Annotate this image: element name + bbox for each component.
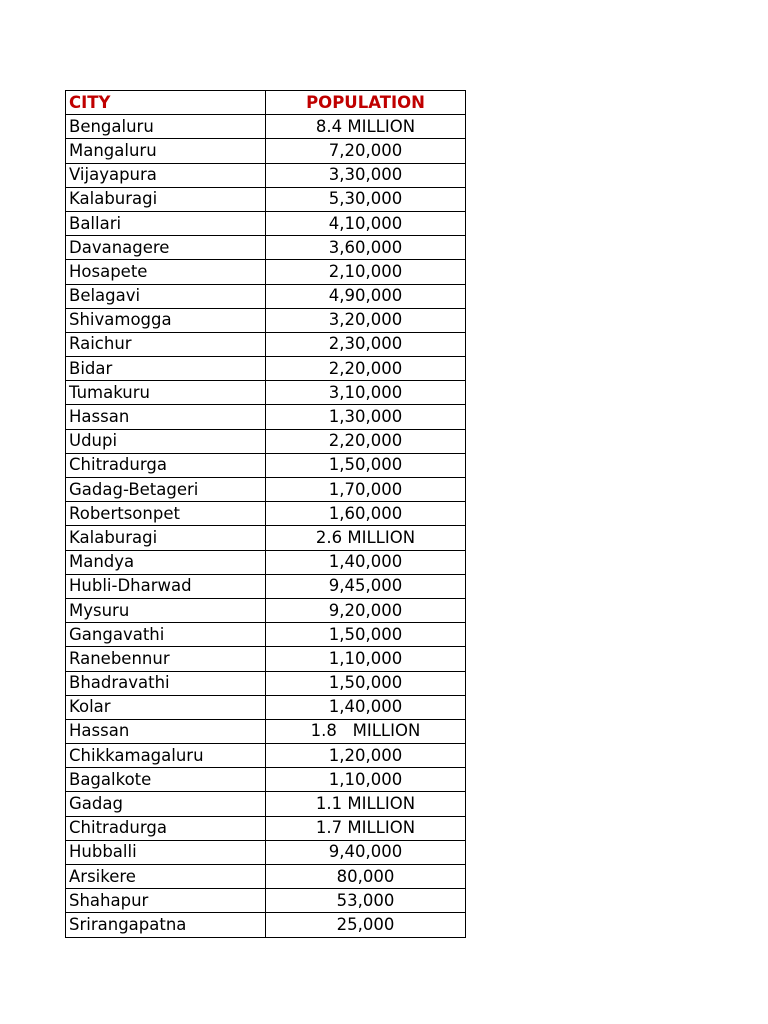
table-row: [66, 671, 466, 695]
table-row: [66, 115, 466, 139]
population-cell: 1,30,000: [266, 405, 466, 429]
city-cell: Tumakuru: [66, 381, 266, 405]
population-cell: 4,10,000: [266, 211, 466, 235]
city-cell: Bengaluru: [66, 115, 266, 139]
city-cell: Hubli-Dharwad: [66, 574, 266, 598]
city-cell: Shivamogga: [66, 308, 266, 332]
population-cell: 1,60,000: [266, 502, 466, 526]
population-cell: 1,40,000: [266, 695, 466, 719]
population-table: [65, 90, 466, 938]
population-cell: 1,70,000: [266, 478, 466, 502]
table-row: [66, 550, 466, 574]
city-cell: Bhadravathi: [66, 671, 266, 695]
city-cell: Shahapur: [66, 889, 266, 913]
population-column-header: POPULATION: [266, 91, 466, 115]
table-row: [66, 187, 466, 211]
table-row: [66, 623, 466, 647]
table-row: [66, 913, 466, 937]
table-row: [66, 502, 466, 526]
city-cell: Mysuru: [66, 598, 266, 622]
table-row: [66, 598, 466, 622]
table-row: [66, 163, 466, 187]
city-cell: Gadag: [66, 792, 266, 816]
table-body: [66, 115, 466, 937]
population-cell: 4,90,000: [266, 284, 466, 308]
city-column-header: CITY: [66, 91, 266, 115]
header-row: [66, 91, 466, 115]
city-cell: Robertsonpet: [66, 502, 266, 526]
population-cell: 53,000: [266, 889, 466, 913]
table-row: [66, 574, 466, 598]
table-row: [66, 744, 466, 768]
city-cell: Ballari: [66, 211, 266, 235]
population-cell: 1,50,000: [266, 623, 466, 647]
city-cell: Arsikere: [66, 865, 266, 889]
table-row: [66, 889, 466, 913]
population-cell: 3,20,000: [266, 308, 466, 332]
table-row: [66, 236, 466, 260]
population-cell: 2,20,000: [266, 357, 466, 381]
table-row: [66, 139, 466, 163]
table-row: [66, 308, 466, 332]
table-row: [66, 284, 466, 308]
city-cell: Kalaburagi: [66, 187, 266, 211]
table-row: [66, 357, 466, 381]
city-cell: Hassan: [66, 719, 266, 743]
population-cell: 1.7 MILLION: [266, 816, 466, 840]
population-cell: 2,30,000: [266, 332, 466, 356]
city-cell: Kalaburagi: [66, 526, 266, 550]
city-cell: Davanagere: [66, 236, 266, 260]
table-row: [66, 453, 466, 477]
table-row: [66, 719, 466, 743]
table-row: [66, 260, 466, 284]
table-row: [66, 695, 466, 719]
city-cell: Ranebennur: [66, 647, 266, 671]
population-cell: 9,20,000: [266, 598, 466, 622]
city-cell: Bidar: [66, 357, 266, 381]
city-cell: Chitradurga: [66, 453, 266, 477]
table-row: [66, 211, 466, 235]
city-cell: Gadag-Betageri: [66, 478, 266, 502]
table-row: [66, 768, 466, 792]
city-cell: Mangaluru: [66, 139, 266, 163]
city-cell: Raichur: [66, 332, 266, 356]
population-cell: 1,10,000: [266, 647, 466, 671]
population-cell: 1.1 MILLION: [266, 792, 466, 816]
table-row: [66, 526, 466, 550]
population-cell: 1,10,000: [266, 768, 466, 792]
population-cell: 1.8 MILLION: [266, 719, 466, 743]
city-cell: Mandya: [66, 550, 266, 574]
population-cell: 1,40,000: [266, 550, 466, 574]
city-cell: Hubballi: [66, 840, 266, 864]
city-cell: Bagalkote: [66, 768, 266, 792]
city-cell: Hosapete: [66, 260, 266, 284]
table-row: [66, 429, 466, 453]
city-cell: Chikkamagaluru: [66, 744, 266, 768]
population-cell: 9,45,000: [266, 574, 466, 598]
population-cell: 3,30,000: [266, 163, 466, 187]
table-row: [66, 332, 466, 356]
city-cell: Srirangapatna: [66, 913, 266, 937]
population-cell: 25,000: [266, 913, 466, 937]
table-row: [66, 792, 466, 816]
city-cell: Gangavathi: [66, 623, 266, 647]
population-cell: 9,40,000: [266, 840, 466, 864]
city-cell: Kolar: [66, 695, 266, 719]
population-cell: 7,20,000: [266, 139, 466, 163]
city-cell: Chitradurga: [66, 816, 266, 840]
city-cell: Hassan: [66, 405, 266, 429]
table-row: [66, 816, 466, 840]
table-row: [66, 478, 466, 502]
table-row: [66, 647, 466, 671]
table-row: [66, 840, 466, 864]
population-cell: 8.4 MILLION: [266, 115, 466, 139]
table-row: [66, 405, 466, 429]
population-cell: 1,50,000: [266, 671, 466, 695]
population-cell: 1,20,000: [266, 744, 466, 768]
population-cell: 2.6 MILLION: [266, 526, 466, 550]
population-cell: 2,20,000: [266, 429, 466, 453]
city-cell: Belagavi: [66, 284, 266, 308]
table-row: [66, 381, 466, 405]
population-cell: 1,50,000: [266, 453, 466, 477]
table-row: [66, 865, 466, 889]
population-cell: 3,60,000: [266, 236, 466, 260]
population-cell: 5,30,000: [266, 187, 466, 211]
population-cell: 3,10,000: [266, 381, 466, 405]
population-cell: 2,10,000: [266, 260, 466, 284]
city-cell: Udupi: [66, 429, 266, 453]
city-cell: Vijayapura: [66, 163, 266, 187]
population-cell: 80,000: [266, 865, 466, 889]
